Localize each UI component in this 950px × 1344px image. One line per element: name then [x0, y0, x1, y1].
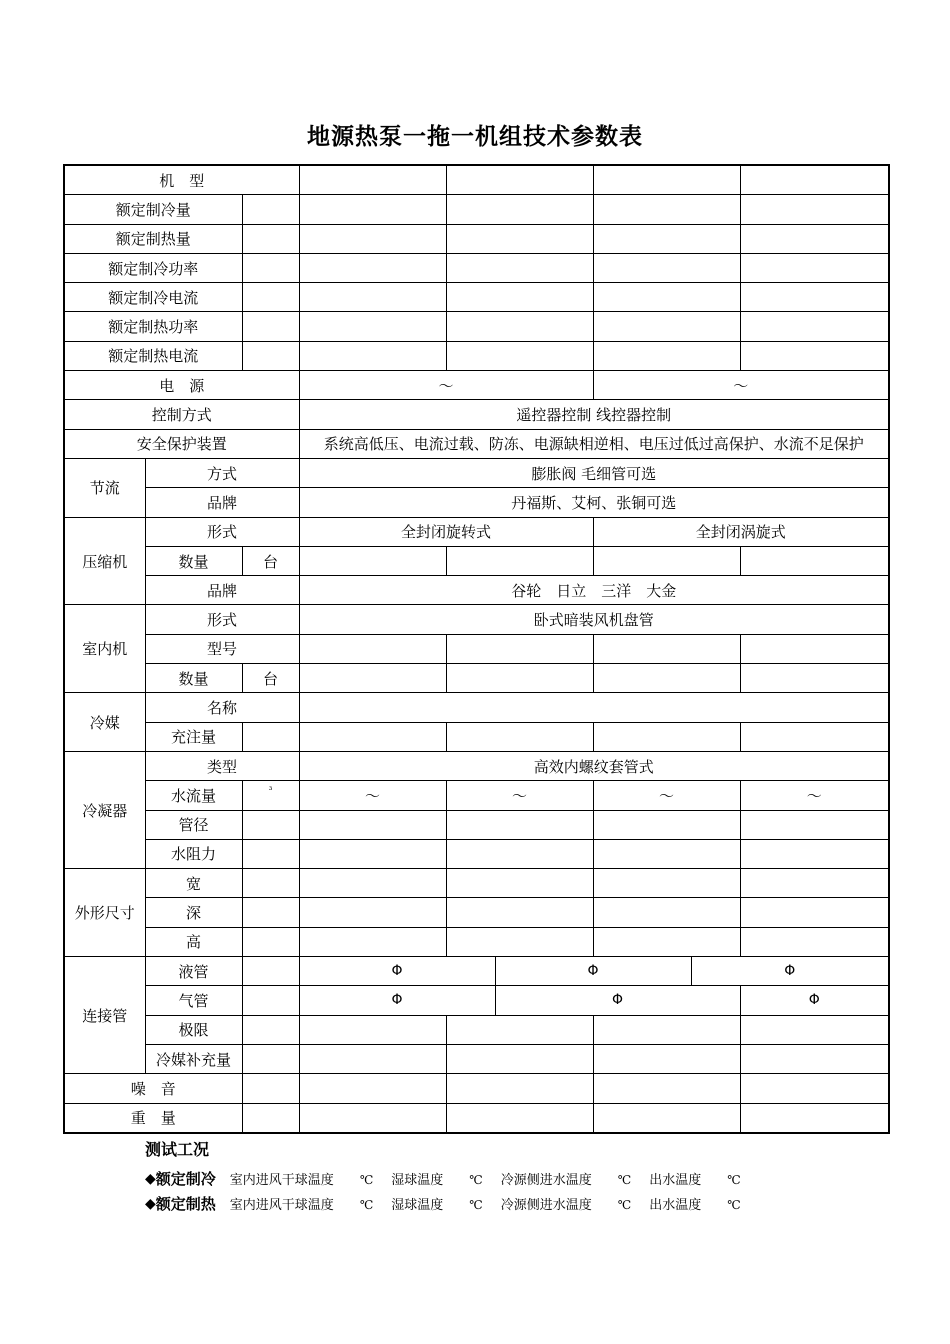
- value-cell[interactable]: [593, 898, 740, 927]
- label-heating-power: 额定制热功率: [64, 312, 242, 341]
- throttle-brand-value: 丹福斯、艾柯、张铜可选: [299, 488, 889, 517]
- liquid-phi-3[interactable]: Φ: [691, 957, 889, 986]
- row-cooling-power: [64, 253, 889, 282]
- wet-bulb-label: 湿球温度 ℃: [391, 1173, 483, 1188]
- value-cell[interactable]: [446, 898, 593, 927]
- row-comp-form: [64, 517, 889, 546]
- label-comp-qty: 数量: [145, 546, 242, 575]
- value-cell[interactable]: [740, 927, 889, 956]
- group-refrigerant: 冷媒: [64, 693, 145, 752]
- unit-cell: [242, 986, 299, 1015]
- source-in-label: 冷源侧进水温度 ℃: [500, 1198, 632, 1213]
- value-cell[interactable]: [446, 634, 593, 663]
- gas-phi-2[interactable]: Φ: [495, 986, 740, 1015]
- label-ref-charge: 充注量: [145, 722, 242, 751]
- label-model: 机 型: [64, 165, 299, 195]
- wet-bulb-label: 湿球温度 ℃: [391, 1198, 483, 1213]
- row-heating-power: [64, 312, 889, 341]
- value-cell[interactable]: [446, 341, 593, 370]
- label-weight: 重 量: [64, 1103, 242, 1133]
- row-width: [64, 869, 889, 898]
- label-cooling-current: 额定制冷电流: [64, 283, 242, 312]
- row-throttle-mode: [64, 458, 889, 487]
- label-control-mode: 控制方式: [64, 400, 299, 429]
- value-cell[interactable]: [299, 898, 446, 927]
- label-cond-resist: 水阻力: [145, 839, 242, 868]
- value-cell[interactable]: [740, 283, 889, 312]
- gas-phi-3[interactable]: Φ: [740, 986, 889, 1015]
- value-cell[interactable]: [593, 839, 740, 868]
- value-cell[interactable]: [446, 722, 593, 751]
- value-cell[interactable]: [593, 1074, 740, 1103]
- value-cell[interactable]: [593, 869, 740, 898]
- unit-cell: [242, 224, 299, 253]
- value-cell[interactable]: [740, 1103, 889, 1133]
- label-power-supply: 电 源: [64, 371, 299, 400]
- unit-cell: [242, 1044, 299, 1073]
- value-cell[interactable]: [446, 1015, 593, 1044]
- unit-cell: [242, 898, 299, 927]
- value-cell[interactable]: [446, 224, 593, 253]
- label-width: 宽: [145, 869, 242, 898]
- row-power-supply: [64, 371, 889, 400]
- test-row-heating: [145, 1191, 759, 1216]
- group-throttle: 节流: [64, 458, 145, 517]
- row-indoor-model: [64, 634, 889, 663]
- unit-cell: [242, 253, 299, 282]
- label-cond-flow: 水流量: [145, 781, 242, 810]
- value-cell[interactable]: [593, 283, 740, 312]
- value-cell[interactable]: [446, 253, 593, 282]
- label-throttle-brand: 品牌: [145, 488, 299, 517]
- group-condenser: 冷凝器: [64, 751, 145, 868]
- row-rated-cooling: [64, 195, 889, 224]
- value-cell[interactable]: [740, 253, 889, 282]
- value-cell[interactable]: [593, 253, 740, 282]
- liquid-phi-2[interactable]: Φ: [495, 957, 691, 986]
- label-depth: 深: [145, 898, 242, 927]
- value-cell[interactable]: [740, 312, 889, 341]
- test-row-cooling: [145, 1166, 759, 1191]
- row-model: [64, 165, 889, 195]
- value-cell[interactable]: [593, 722, 740, 751]
- unit-tai: 台: [242, 664, 299, 693]
- value-cell[interactable]: [446, 1044, 593, 1073]
- row-control-mode: [64, 400, 889, 429]
- label-cond-type: 类型: [145, 751, 299, 780]
- unit-cell: [242, 869, 299, 898]
- group-connect: 连接管: [64, 957, 145, 1074]
- unit-cell: [242, 1015, 299, 1044]
- flow-range-1[interactable]: ～: [299, 781, 446, 810]
- control-mode-value: 遥控器控制 线控器控制: [299, 400, 889, 429]
- value-cell[interactable]: [299, 869, 446, 898]
- value-cell[interactable]: [593, 1015, 740, 1044]
- liquid-phi-1[interactable]: Φ: [299, 957, 495, 986]
- value-cell[interactable]: [299, 722, 446, 751]
- value-cell[interactable]: [299, 634, 446, 663]
- row-indoor-qty: [64, 664, 889, 693]
- row-cooling-current: [64, 283, 889, 312]
- dry-bulb-label: 室内进风干球温度 ℃: [229, 1198, 374, 1213]
- gas-phi-1[interactable]: Φ: [299, 986, 495, 1015]
- label-heating-current: 额定制热电流: [64, 341, 242, 370]
- label-cond-pipe: 管径: [145, 810, 242, 839]
- value-cell[interactable]: [446, 312, 593, 341]
- label-throttle-mode: 方式: [145, 458, 299, 487]
- throttle-mode-value: 膨胀阀 毛细管可选: [299, 458, 889, 487]
- row-height: [64, 927, 889, 956]
- value-cell[interactable]: [446, 1103, 593, 1133]
- value-cell[interactable]: [740, 195, 889, 224]
- value-cell[interactable]: [299, 1074, 446, 1103]
- value-cell[interactable]: [740, 341, 889, 370]
- unit-cell: [242, 927, 299, 956]
- cooling-label: 额定制冷: [155, 1170, 216, 1188]
- value-cell[interactable]: [446, 195, 593, 224]
- value-cell[interactable]: [299, 546, 446, 575]
- row-ref-charge: [64, 722, 889, 751]
- value-cell[interactable]: [299, 312, 446, 341]
- label-ref-add: 冷媒补充量: [145, 1044, 242, 1073]
- value-cell[interactable]: [740, 165, 889, 195]
- label-comp-brand: 品牌: [145, 576, 299, 605]
- comp-brand-value: 谷轮 日立 三洋 大金: [299, 576, 889, 605]
- value-cell[interactable]: [299, 810, 446, 839]
- flow-range-4[interactable]: ～: [740, 781, 889, 810]
- comp-form-value-1: 全封闭旋转式: [299, 517, 593, 546]
- diamond-bullet-icon: ◆: [145, 1170, 156, 1187]
- value-cell[interactable]: [593, 664, 740, 693]
- value-cell[interactable]: [446, 664, 593, 693]
- dry-bulb-label: 室内进风干球温度 ℃: [229, 1173, 374, 1188]
- row-gas-pipe: [64, 986, 889, 1015]
- value-cell[interactable]: [299, 664, 446, 693]
- row-weight: [64, 1103, 889, 1133]
- indoor-form-value: 卧式暗装风机盘管: [299, 605, 889, 634]
- value-cell[interactable]: [740, 869, 889, 898]
- value-cell[interactable]: [593, 927, 740, 956]
- row-depth: [64, 898, 889, 927]
- value-cell[interactable]: [299, 1103, 446, 1133]
- water-out-label: 出水温度 ℃: [649, 1198, 741, 1213]
- label-liquid-pipe: 液管: [145, 957, 242, 986]
- value-cell[interactable]: [593, 810, 740, 839]
- flow-range-3[interactable]: ～: [593, 781, 740, 810]
- value-cell[interactable]: [446, 869, 593, 898]
- value-cell[interactable]: [446, 839, 593, 868]
- heating-label: 额定制热: [155, 1195, 216, 1213]
- water-out-label: 出水温度 ℃: [649, 1173, 741, 1188]
- unit-cell: [242, 1103, 299, 1133]
- row-throttle-brand: [64, 488, 889, 517]
- value-cell[interactable]: [740, 810, 889, 839]
- value-cell[interactable]: [740, 1044, 889, 1073]
- row-limit: [64, 1015, 889, 1044]
- value-cell[interactable]: [740, 546, 889, 575]
- value-cell[interactable]: [593, 224, 740, 253]
- value-cell[interactable]: [593, 312, 740, 341]
- diamond-bullet-icon: ◆: [145, 1195, 156, 1212]
- value-cell[interactable]: [740, 898, 889, 927]
- value-cell[interactable]: [740, 839, 889, 868]
- value-cell[interactable]: [299, 165, 446, 195]
- value-cell[interactable]: [740, 634, 889, 663]
- value-cell[interactable]: [593, 546, 740, 575]
- unit-cell: [242, 1074, 299, 1103]
- group-compressor: 压缩机: [64, 517, 145, 605]
- row-noise: [64, 1074, 889, 1103]
- label-noise: 噪 音: [64, 1074, 242, 1103]
- cubic-unit: ³: [268, 786, 273, 797]
- value-cell[interactable]: [593, 195, 740, 224]
- unit-cell: [242, 839, 299, 868]
- value-cell[interactable]: [446, 165, 593, 195]
- value-cell[interactable]: [299, 341, 446, 370]
- value-cell[interactable]: [299, 927, 446, 956]
- row-comp-qty: [64, 546, 889, 575]
- power-value-1[interactable]: ～: [299, 371, 593, 400]
- label-rated-heating: 额定制热量: [64, 224, 242, 253]
- value-cell[interactable]: [299, 693, 889, 722]
- row-ref-add: [64, 1044, 889, 1073]
- test-conditions: [145, 1137, 759, 1216]
- unit-cell: [242, 810, 299, 839]
- value-cell[interactable]: [299, 283, 446, 312]
- source-in-label: 冷源侧进水温度 ℃: [500, 1173, 632, 1188]
- power-value-2[interactable]: ～: [593, 371, 889, 400]
- value-cell[interactable]: [593, 1044, 740, 1073]
- row-cond-resist: [64, 839, 889, 868]
- label-height: 高: [145, 927, 242, 956]
- value-cell[interactable]: [299, 195, 446, 224]
- label-indoor-qty: 数量: [145, 664, 242, 693]
- value-cell[interactable]: [740, 224, 889, 253]
- label-comp-form: 形式: [145, 517, 299, 546]
- label-limit: 极限: [145, 1015, 242, 1044]
- row-indoor-form: [64, 605, 889, 634]
- unit-cell: [242, 781, 299, 810]
- unit-cell: [242, 195, 299, 224]
- spec-table: [63, 164, 890, 1134]
- unit-cell: [242, 722, 299, 751]
- row-rated-heating: [64, 224, 889, 253]
- unit-cell: [242, 957, 299, 986]
- label-safety: 安全保护装置: [64, 429, 299, 458]
- value-cell[interactable]: [299, 224, 446, 253]
- value-cell[interactable]: [593, 341, 740, 370]
- cond-type-value: 高效内螺纹套管式: [299, 751, 889, 780]
- unit-cell: [242, 283, 299, 312]
- safety-value: 系统高低压、电流过载、防冻、电源缺相逆相、电压过低过高保护、水流不足保护: [299, 429, 889, 458]
- value-cell[interactable]: [446, 1074, 593, 1103]
- value-cell[interactable]: [299, 1044, 446, 1073]
- row-cond-type: [64, 751, 889, 780]
- value-cell[interactable]: [593, 634, 740, 663]
- unit-cell: [242, 312, 299, 341]
- value-cell[interactable]: [593, 165, 740, 195]
- flow-range-2[interactable]: ～: [446, 781, 593, 810]
- value-cell[interactable]: [740, 1015, 889, 1044]
- row-cond-flow: [64, 781, 889, 810]
- label-rated-cooling: 额定制冷量: [64, 195, 242, 224]
- value-cell[interactable]: [740, 722, 889, 751]
- value-cell[interactable]: [740, 1074, 889, 1103]
- row-safety: [64, 429, 889, 458]
- label-ref-name: 名称: [145, 693, 299, 722]
- value-cell[interactable]: [299, 839, 446, 868]
- label-cooling-power: 额定制冷功率: [64, 253, 242, 282]
- unit-tai: 台: [242, 546, 299, 575]
- value-cell[interactable]: [740, 664, 889, 693]
- value-cell[interactable]: [446, 546, 593, 575]
- row-cond-pipe: [64, 810, 889, 839]
- value-cell[interactable]: [299, 253, 446, 282]
- row-liquid-pipe: [64, 957, 889, 986]
- value-cell[interactable]: [446, 283, 593, 312]
- value-cell[interactable]: [446, 927, 593, 956]
- test-conditions-title: 测试工况: [145, 1140, 210, 1159]
- label-indoor-form: 形式: [145, 605, 299, 634]
- group-indoor: 室内机: [64, 605, 145, 693]
- row-heating-current: [64, 341, 889, 370]
- unit-cell: [242, 341, 299, 370]
- label-gas-pipe: 气管: [145, 986, 242, 1015]
- value-cell[interactable]: [593, 1103, 740, 1133]
- label-indoor-model: 型号: [145, 634, 299, 663]
- value-cell[interactable]: [446, 810, 593, 839]
- row-comp-brand: [64, 576, 889, 605]
- comp-form-value-2: 全封闭涡旋式: [593, 517, 889, 546]
- document-title: 地源热泵一拖一机组技术参数表: [307, 124, 643, 150]
- row-ref-name: [64, 693, 889, 722]
- group-dimensions: 外形尺寸: [64, 869, 145, 957]
- value-cell[interactable]: [299, 1015, 446, 1044]
